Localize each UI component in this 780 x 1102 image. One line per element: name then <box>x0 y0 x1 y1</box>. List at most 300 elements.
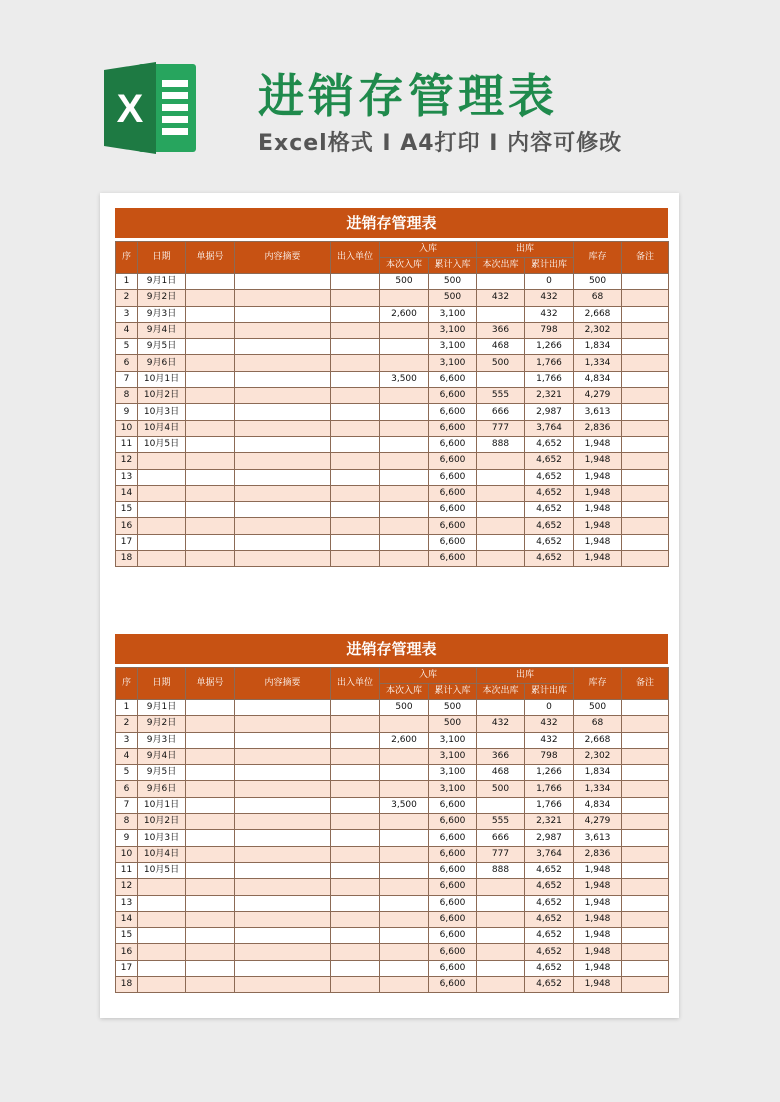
cell-out-total[interactable]: 4,652 <box>525 518 574 534</box>
cell-in-total[interactable]: 6,600 <box>429 814 477 830</box>
cell-stock[interactable]: 4,834 <box>574 797 622 813</box>
cell-doc-no[interactable] <box>186 748 235 764</box>
cell-out-this[interactable] <box>477 534 525 550</box>
cell-note[interactable] <box>622 960 669 976</box>
cell-stock[interactable]: 500 <box>574 274 622 290</box>
cell-note[interactable] <box>622 518 669 534</box>
cell-note[interactable] <box>622 534 669 550</box>
cell-seq[interactable]: 13 <box>116 469 138 485</box>
cell-doc-no[interactable] <box>186 469 235 485</box>
cell-stock[interactable]: 68 <box>574 290 622 306</box>
cell-in-total[interactable]: 6,600 <box>429 960 477 976</box>
cell-in-total[interactable]: 500 <box>429 290 477 306</box>
cell-note[interactable] <box>622 388 669 404</box>
cell-in-total[interactable]: 6,600 <box>429 977 477 993</box>
cell-unit[interactable] <box>331 846 380 862</box>
cell-stock[interactable]: 4,834 <box>574 371 622 387</box>
cell-unit[interactable] <box>331 911 380 927</box>
cell-stock[interactable]: 500 <box>574 700 622 716</box>
cell-out-total[interactable]: 1,766 <box>525 355 574 371</box>
cell-in-total[interactable]: 500 <box>429 716 477 732</box>
cell-in-total[interactable]: 6,600 <box>429 797 477 813</box>
cell-in-total[interactable]: 6,600 <box>429 518 477 534</box>
cell-stock[interactable]: 1,948 <box>574 469 622 485</box>
cell-unit[interactable] <box>331 388 380 404</box>
cell-out-total[interactable]: 4,652 <box>525 911 574 927</box>
cell-summary[interactable] <box>235 814 331 830</box>
cell-summary[interactable] <box>235 453 331 469</box>
cell-out-total[interactable]: 1,266 <box>525 339 574 355</box>
cell-in-this[interactable] <box>380 977 429 993</box>
cell-in-this[interactable]: 2,600 <box>380 732 429 748</box>
cell-note[interactable] <box>622 765 669 781</box>
cell-note[interactable] <box>622 814 669 830</box>
cell-doc-no[interactable] <box>186 485 235 501</box>
cell-date[interactable]: 9月5日 <box>138 339 186 355</box>
cell-out-total[interactable]: 4,652 <box>525 928 574 944</box>
cell-seq[interactable]: 6 <box>116 355 138 371</box>
cell-out-this[interactable] <box>477 944 525 960</box>
cell-out-this[interactable]: 777 <box>477 846 525 862</box>
cell-in-total[interactable]: 6,600 <box>429 436 477 452</box>
cell-seq[interactable]: 2 <box>116 290 138 306</box>
cell-in-this[interactable] <box>380 290 429 306</box>
cell-in-total[interactable]: 3,100 <box>429 339 477 355</box>
cell-unit[interactable] <box>331 879 380 895</box>
cell-stock[interactable]: 1,334 <box>574 355 622 371</box>
cell-doc-no[interactable] <box>186 960 235 976</box>
cell-out-this[interactable] <box>477 274 525 290</box>
cell-in-total[interactable]: 6,600 <box>429 911 477 927</box>
cell-date[interactable] <box>138 518 186 534</box>
cell-in-this[interactable] <box>380 748 429 764</box>
cell-in-this[interactable]: 500 <box>380 274 429 290</box>
cell-in-this[interactable] <box>380 518 429 534</box>
cell-seq[interactable]: 11 <box>116 862 138 878</box>
cell-out-total[interactable]: 798 <box>525 322 574 338</box>
cell-doc-no[interactable] <box>186 732 235 748</box>
cell-in-this[interactable] <box>380 436 429 452</box>
cell-out-this[interactable] <box>477 911 525 927</box>
cell-summary[interactable] <box>235 551 331 567</box>
cell-doc-no[interactable] <box>186 420 235 436</box>
cell-in-total[interactable]: 3,100 <box>429 781 477 797</box>
cell-stock[interactable]: 1,948 <box>574 960 622 976</box>
cell-summary[interactable] <box>235 928 331 944</box>
cell-out-total[interactable]: 4,652 <box>525 944 574 960</box>
cell-unit[interactable] <box>331 797 380 813</box>
cell-date[interactable]: 10月2日 <box>138 814 186 830</box>
cell-out-total[interactable]: 3,764 <box>525 846 574 862</box>
cell-in-this[interactable] <box>380 339 429 355</box>
cell-summary[interactable] <box>235 748 331 764</box>
cell-stock[interactable]: 1,948 <box>574 944 622 960</box>
cell-in-this[interactable] <box>380 322 429 338</box>
cell-in-this[interactable] <box>380 388 429 404</box>
cell-summary[interactable] <box>235 518 331 534</box>
cell-stock[interactable]: 1,834 <box>574 765 622 781</box>
cell-in-this[interactable] <box>380 716 429 732</box>
cell-seq[interactable]: 4 <box>116 322 138 338</box>
cell-unit[interactable] <box>331 960 380 976</box>
cell-doc-no[interactable] <box>186 404 235 420</box>
cell-seq[interactable]: 7 <box>116 371 138 387</box>
cell-in-total[interactable]: 3,100 <box>429 765 477 781</box>
cell-doc-no[interactable] <box>186 862 235 878</box>
cell-doc-no[interactable] <box>186 274 235 290</box>
cell-seq[interactable]: 10 <box>116 846 138 862</box>
cell-note[interactable] <box>622 700 669 716</box>
cell-in-total[interactable]: 500 <box>429 700 477 716</box>
cell-in-total[interactable]: 6,600 <box>429 453 477 469</box>
cell-unit[interactable] <box>331 748 380 764</box>
cell-seq[interactable]: 13 <box>116 895 138 911</box>
cell-in-total[interactable]: 6,600 <box>429 534 477 550</box>
cell-summary[interactable] <box>235 797 331 813</box>
cell-date[interactable] <box>138 534 186 550</box>
cell-summary[interactable] <box>235 895 331 911</box>
cell-doc-no[interactable] <box>186 977 235 993</box>
cell-note[interactable] <box>622 551 669 567</box>
cell-in-this[interactable] <box>380 928 429 944</box>
cell-date[interactable]: 10月4日 <box>138 846 186 862</box>
cell-date[interactable] <box>138 453 186 469</box>
cell-unit[interactable] <box>331 355 380 371</box>
cell-seq[interactable]: 9 <box>116 404 138 420</box>
cell-out-this[interactable] <box>477 485 525 501</box>
cell-in-total[interactable]: 3,100 <box>429 306 477 322</box>
cell-in-this[interactable] <box>380 879 429 895</box>
cell-date[interactable]: 9月2日 <box>138 716 186 732</box>
cell-in-this[interactable] <box>380 814 429 830</box>
cell-date[interactable] <box>138 502 186 518</box>
cell-date[interactable]: 10月1日 <box>138 371 186 387</box>
cell-out-total[interactable]: 432 <box>525 732 574 748</box>
cell-unit[interactable] <box>331 453 380 469</box>
cell-summary[interactable] <box>235 879 331 895</box>
cell-stock[interactable]: 1,948 <box>574 436 622 452</box>
cell-date[interactable]: 9月4日 <box>138 322 186 338</box>
cell-out-total[interactable]: 4,652 <box>525 551 574 567</box>
cell-in-this[interactable] <box>380 830 429 846</box>
cell-seq[interactable]: 6 <box>116 781 138 797</box>
cell-out-total[interactable]: 432 <box>525 716 574 732</box>
cell-out-total[interactable]: 4,652 <box>525 977 574 993</box>
cell-in-total[interactable]: 6,600 <box>429 551 477 567</box>
cell-doc-no[interactable] <box>186 895 235 911</box>
cell-out-this[interactable] <box>477 977 525 993</box>
cell-doc-no[interactable] <box>186 944 235 960</box>
cell-seq[interactable]: 17 <box>116 960 138 976</box>
cell-stock[interactable]: 2,836 <box>574 846 622 862</box>
cell-seq[interactable]: 16 <box>116 944 138 960</box>
cell-in-total[interactable]: 3,100 <box>429 748 477 764</box>
cell-seq[interactable]: 2 <box>116 716 138 732</box>
cell-date[interactable]: 9月1日 <box>138 274 186 290</box>
cell-in-this[interactable]: 2,600 <box>380 306 429 322</box>
cell-summary[interactable] <box>235 436 331 452</box>
cell-in-this[interactable] <box>380 765 429 781</box>
cell-in-this[interactable] <box>380 469 429 485</box>
cell-in-this[interactable] <box>380 534 429 550</box>
cell-summary[interactable] <box>235 388 331 404</box>
cell-note[interactable] <box>622 274 669 290</box>
cell-note[interactable] <box>622 306 669 322</box>
cell-stock[interactable]: 68 <box>574 716 622 732</box>
cell-unit[interactable] <box>331 518 380 534</box>
cell-doc-no[interactable] <box>186 700 235 716</box>
cell-unit[interactable] <box>331 732 380 748</box>
cell-note[interactable] <box>622 911 669 927</box>
cell-in-this[interactable] <box>380 895 429 911</box>
cell-out-this[interactable] <box>477 502 525 518</box>
cell-out-this[interactable]: 432 <box>477 716 525 732</box>
cell-in-total[interactable]: 3,100 <box>429 732 477 748</box>
cell-out-this[interactable] <box>477 960 525 976</box>
cell-unit[interactable] <box>331 339 380 355</box>
cell-summary[interactable] <box>235 420 331 436</box>
cell-out-total[interactable]: 2,321 <box>525 388 574 404</box>
cell-note[interactable] <box>622 748 669 764</box>
cell-stock[interactable]: 1,334 <box>574 781 622 797</box>
cell-seq[interactable]: 15 <box>116 502 138 518</box>
cell-out-this[interactable]: 555 <box>477 388 525 404</box>
cell-summary[interactable] <box>235 534 331 550</box>
cell-in-total[interactable]: 6,600 <box>429 502 477 518</box>
cell-summary[interactable] <box>235 830 331 846</box>
cell-unit[interactable] <box>331 781 380 797</box>
cell-date[interactable]: 9月4日 <box>138 748 186 764</box>
cell-date[interactable]: 9月3日 <box>138 732 186 748</box>
cell-note[interactable] <box>622 716 669 732</box>
cell-stock[interactable]: 2,668 <box>574 306 622 322</box>
cell-out-this[interactable]: 500 <box>477 355 525 371</box>
cell-note[interactable] <box>622 453 669 469</box>
cell-note[interactable] <box>622 732 669 748</box>
cell-stock[interactable]: 1,948 <box>574 879 622 895</box>
cell-stock[interactable]: 2,302 <box>574 748 622 764</box>
cell-doc-no[interactable] <box>186 551 235 567</box>
cell-unit[interactable] <box>331 551 380 567</box>
cell-note[interactable] <box>622 355 669 371</box>
cell-out-this[interactable]: 366 <box>477 322 525 338</box>
cell-unit[interactable] <box>331 977 380 993</box>
cell-date[interactable]: 9月6日 <box>138 355 186 371</box>
cell-out-total[interactable]: 2,987 <box>525 830 574 846</box>
cell-date[interactable]: 10月3日 <box>138 404 186 420</box>
cell-unit[interactable] <box>331 485 380 501</box>
cell-note[interactable] <box>622 797 669 813</box>
cell-out-total[interactable]: 0 <box>525 700 574 716</box>
cell-out-this[interactable]: 555 <box>477 814 525 830</box>
cell-seq[interactable]: 9 <box>116 830 138 846</box>
cell-in-total[interactable]: 6,600 <box>429 928 477 944</box>
cell-in-this[interactable] <box>380 944 429 960</box>
cell-out-this[interactable] <box>477 371 525 387</box>
cell-seq[interactable]: 16 <box>116 518 138 534</box>
cell-summary[interactable] <box>235 404 331 420</box>
cell-in-this[interactable] <box>380 911 429 927</box>
cell-doc-no[interactable] <box>186 306 235 322</box>
cell-unit[interactable] <box>331 895 380 911</box>
cell-out-this[interactable]: 888 <box>477 436 525 452</box>
cell-stock[interactable]: 2,836 <box>574 420 622 436</box>
cell-note[interactable] <box>622 290 669 306</box>
cell-note[interactable] <box>622 339 669 355</box>
cell-out-this[interactable] <box>477 551 525 567</box>
cell-summary[interactable] <box>235 306 331 322</box>
cell-summary[interactable] <box>235 274 331 290</box>
cell-in-total[interactable]: 3,100 <box>429 322 477 338</box>
cell-date[interactable] <box>138 895 186 911</box>
cell-out-this[interactable]: 666 <box>477 830 525 846</box>
cell-seq[interactable]: 17 <box>116 534 138 550</box>
cell-seq[interactable]: 5 <box>116 339 138 355</box>
cell-seq[interactable]: 4 <box>116 748 138 764</box>
cell-out-total[interactable]: 0 <box>525 274 574 290</box>
cell-doc-no[interactable] <box>186 436 235 452</box>
cell-doc-no[interactable] <box>186 830 235 846</box>
cell-unit[interactable] <box>331 700 380 716</box>
cell-summary[interactable] <box>235 977 331 993</box>
cell-in-this[interactable] <box>380 781 429 797</box>
cell-in-total[interactable]: 3,100 <box>429 355 477 371</box>
cell-date[interactable] <box>138 928 186 944</box>
cell-stock[interactable]: 1,948 <box>574 534 622 550</box>
cell-doc-no[interactable] <box>186 322 235 338</box>
cell-date[interactable] <box>138 485 186 501</box>
cell-summary[interactable] <box>235 944 331 960</box>
cell-date[interactable] <box>138 977 186 993</box>
cell-unit[interactable] <box>331 716 380 732</box>
cell-seq[interactable]: 12 <box>116 453 138 469</box>
cell-note[interactable] <box>622 944 669 960</box>
cell-date[interactable]: 9月2日 <box>138 290 186 306</box>
cell-seq[interactable]: 12 <box>116 879 138 895</box>
cell-summary[interactable] <box>235 716 331 732</box>
cell-summary[interactable] <box>235 502 331 518</box>
cell-in-total[interactable]: 6,600 <box>429 404 477 420</box>
cell-out-total[interactable]: 4,652 <box>525 469 574 485</box>
cell-out-this[interactable] <box>477 518 525 534</box>
cell-doc-no[interactable] <box>186 928 235 944</box>
cell-in-total[interactable]: 6,600 <box>429 862 477 878</box>
cell-summary[interactable] <box>235 322 331 338</box>
cell-stock[interactable]: 3,613 <box>574 404 622 420</box>
cell-date[interactable] <box>138 960 186 976</box>
cell-seq[interactable]: 10 <box>116 420 138 436</box>
cell-doc-no[interactable] <box>186 781 235 797</box>
cell-unit[interactable] <box>331 830 380 846</box>
cell-seq[interactable]: 15 <box>116 928 138 944</box>
cell-unit[interactable] <box>331 290 380 306</box>
cell-date[interactable]: 10月5日 <box>138 862 186 878</box>
cell-seq[interactable]: 3 <box>116 732 138 748</box>
cell-summary[interactable] <box>235 339 331 355</box>
cell-doc-no[interactable] <box>186 716 235 732</box>
cell-in-this[interactable] <box>380 355 429 371</box>
cell-note[interactable] <box>622 404 669 420</box>
cell-date[interactable] <box>138 469 186 485</box>
cell-summary[interactable] <box>235 732 331 748</box>
cell-seq[interactable]: 14 <box>116 485 138 501</box>
cell-unit[interactable] <box>331 420 380 436</box>
cell-in-this[interactable] <box>380 420 429 436</box>
cell-note[interactable] <box>622 420 669 436</box>
cell-out-total[interactable]: 4,652 <box>525 436 574 452</box>
cell-stock[interactable]: 4,279 <box>574 388 622 404</box>
cell-out-total[interactable]: 1,766 <box>525 371 574 387</box>
cell-in-this[interactable] <box>380 551 429 567</box>
cell-out-total[interactable]: 432 <box>525 290 574 306</box>
cell-doc-no[interactable] <box>186 453 235 469</box>
cell-stock[interactable]: 4,279 <box>574 814 622 830</box>
cell-out-this[interactable] <box>477 306 525 322</box>
cell-stock[interactable]: 1,948 <box>574 518 622 534</box>
cell-out-this[interactable]: 432 <box>477 290 525 306</box>
cell-stock[interactable]: 1,948 <box>574 551 622 567</box>
cell-stock[interactable]: 2,302 <box>574 322 622 338</box>
cell-unit[interactable] <box>331 814 380 830</box>
cell-seq[interactable]: 5 <box>116 765 138 781</box>
cell-note[interactable] <box>622 977 669 993</box>
cell-in-this[interactable] <box>380 960 429 976</box>
cell-note[interactable] <box>622 846 669 862</box>
cell-in-total[interactable]: 6,600 <box>429 895 477 911</box>
cell-in-total[interactable]: 6,600 <box>429 485 477 501</box>
cell-out-this[interactable]: 468 <box>477 765 525 781</box>
cell-unit[interactable] <box>331 469 380 485</box>
cell-out-this[interactable] <box>477 928 525 944</box>
cell-date[interactable]: 10月1日 <box>138 797 186 813</box>
cell-stock[interactable]: 3,613 <box>574 830 622 846</box>
cell-in-total[interactable]: 6,600 <box>429 944 477 960</box>
cell-out-this[interactable] <box>477 895 525 911</box>
cell-in-total[interactable]: 6,600 <box>429 879 477 895</box>
cell-summary[interactable] <box>235 911 331 927</box>
cell-in-this[interactable] <box>380 502 429 518</box>
cell-stock[interactable]: 1,948 <box>574 911 622 927</box>
cell-summary[interactable] <box>235 371 331 387</box>
cell-doc-no[interactable] <box>186 355 235 371</box>
cell-out-total[interactable]: 4,652 <box>525 895 574 911</box>
cell-summary[interactable] <box>235 469 331 485</box>
cell-date[interactable]: 9月5日 <box>138 765 186 781</box>
cell-date[interactable]: 10月4日 <box>138 420 186 436</box>
cell-out-this[interactable]: 777 <box>477 420 525 436</box>
cell-in-total[interactable]: 6,600 <box>429 420 477 436</box>
cell-out-total[interactable]: 4,652 <box>525 485 574 501</box>
cell-note[interactable] <box>622 502 669 518</box>
cell-note[interactable] <box>622 862 669 878</box>
cell-summary[interactable] <box>235 960 331 976</box>
cell-in-total[interactable]: 500 <box>429 274 477 290</box>
cell-out-this[interactable] <box>477 453 525 469</box>
cell-seq[interactable]: 1 <box>116 700 138 716</box>
cell-stock[interactable]: 1,948 <box>574 895 622 911</box>
cell-out-this[interactable] <box>477 797 525 813</box>
cell-summary[interactable] <box>235 355 331 371</box>
cell-out-total[interactable]: 4,652 <box>525 534 574 550</box>
cell-unit[interactable] <box>331 928 380 944</box>
cell-unit[interactable] <box>331 274 380 290</box>
cell-out-total[interactable]: 798 <box>525 748 574 764</box>
cell-summary[interactable] <box>235 781 331 797</box>
cell-out-total[interactable]: 4,652 <box>525 453 574 469</box>
cell-summary[interactable] <box>235 846 331 862</box>
cell-doc-no[interactable] <box>186 879 235 895</box>
cell-stock[interactable]: 1,948 <box>574 862 622 878</box>
